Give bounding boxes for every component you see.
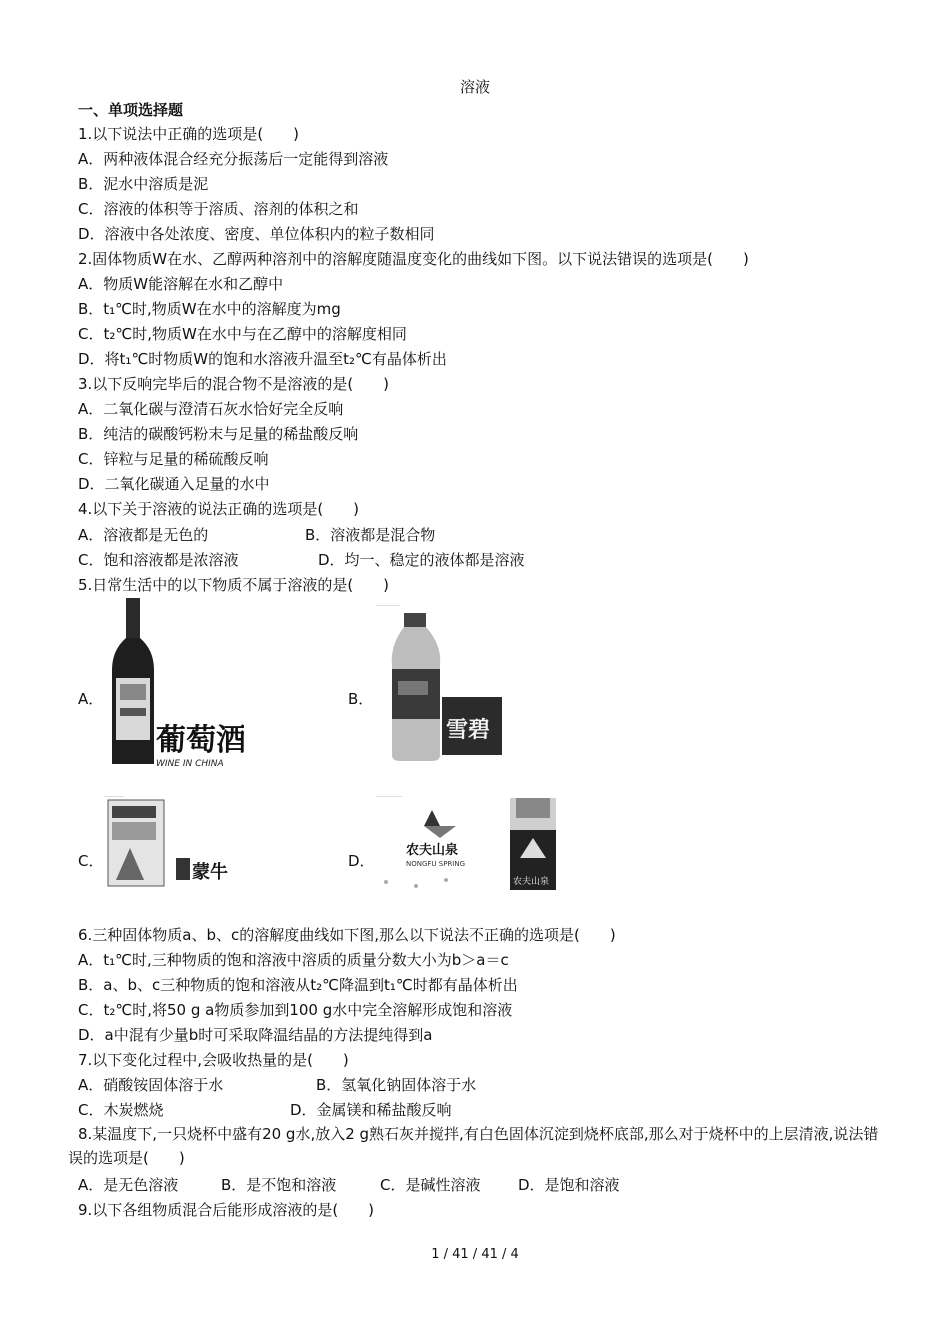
wine-label-text: 葡萄酒: [156, 723, 244, 758]
water-brand-sub: NONGFU SPRING: [406, 860, 466, 868]
question-6-option-b: B．a、b、c三种物质的饱和溶液从t₂℃降温到t₁℃时都有晶体析出: [78, 976, 518, 994]
question-6-stem: 6.三种固体物质a、b、c的溶解度曲线如下图,那么以下说法不正确的选项是( ): [78, 926, 616, 944]
question-4-option-b: B．溶液都是混合物: [305, 526, 436, 544]
question-6-option-a: A．t₁℃时,三种物质的饱和溶液中溶质的质量分数大小为b＞a＝c: [78, 951, 509, 969]
question-5-option-c: C．: [78, 852, 104, 870]
question-2-option-b: B．t₁℃时,物质W在水中的溶解度为mg: [78, 300, 341, 318]
question-3-stem: 3.以下反响完毕后的混合物不是溶液的是( ): [78, 375, 390, 393]
section-heading: 一、单项选择题: [78, 101, 184, 119]
question-1-stem: 1.以下说法中正确的选项是( ): [78, 125, 300, 143]
question-1-option-a: A．两种液体混合经充分振荡后一定能得到溶液: [78, 150, 389, 168]
milk-carton-image: [104, 796, 244, 892]
water-bottle-label: 农夫山泉: [513, 877, 550, 887]
question-3-option-a: A．二氧化碳与澄清石灰水恰好完全反响: [78, 400, 344, 418]
question-8-stem: 8.某温度下,一只烧杯中盛有20 g水,放入2 g熟石灰并搅拌,有白色固体沉淀到烧杯底部,那么对于烧杯中的上层清液,说法错误的选项是( ): [68, 1125, 879, 1167]
water-brand-text: 农夫山泉: [406, 843, 459, 858]
question-4-option-d: D．均一、稳定的液体都是溶液: [318, 551, 525, 569]
question-7-option-c: C．木炭燃烧: [78, 1101, 164, 1119]
question-5-stem: 5.日常生活中的以下物质不属于溶液的是( ): [78, 576, 390, 594]
question-6-option-d: D．a中混有少量b时可采取降温结晶的方法提纯得到a: [78, 1026, 433, 1044]
question-5-option-a: A．: [78, 690, 104, 708]
question-1-option-d: D．溶液中各处浓度、密度、单位体积内的粒子数相同: [78, 225, 435, 243]
question-1-option-c: C．溶液的体积等于溶质、溶剂的体积之和: [78, 200, 359, 218]
page-title: 溶液: [459, 78, 490, 96]
question-7-stem: 7.以下变化过程中,会吸收热量的是( ): [78, 1051, 349, 1069]
question-8-option-a: A．是无色溶液: [78, 1176, 179, 1194]
question-2-stem: 2.固体物质W在水、乙醇两种溶剂中的溶解度随温度变化的曲线如下图。以下说法错误的选项是( ): [78, 250, 749, 268]
question-3-option-b: B．纯洁的碳酸钙粉末与足量的稀盐酸反响: [78, 425, 359, 443]
question-8-option-c: C．是碱性溶液: [380, 1176, 481, 1194]
question-2-option-a: A．物质W能溶解在水和乙醇中: [78, 275, 284, 293]
question-1-option-b: B．泥水中溶质是泥: [78, 175, 209, 193]
question-9-stem: 9.以下各组物质混合后能形成溶液的是( ): [78, 1201, 375, 1219]
question-7-option-b: B．氢氧化钠固体溶于水: [316, 1076, 477, 1094]
question-8-option-d: D．是饱和溶液: [518, 1176, 620, 1194]
page-footer: 1 / 41 / 41 / 4: [431, 1247, 519, 1262]
question-3-option-d: D．二氧化碳通入足量的水中: [78, 475, 270, 493]
water-bottle-image: [376, 796, 566, 892]
question-8-option-b: B．是不饱和溶液: [221, 1176, 337, 1194]
question-3-option-c: C．锌粒与足量的稀硫酸反响: [78, 450, 269, 468]
sprite-logo-text: 雪碧: [446, 718, 491, 743]
question-4-option-a: A．溶液都是无色的: [78, 526, 209, 544]
wine-label-sub: WINE IN CHINA: [156, 759, 224, 768]
question-5-option-d: D．: [348, 852, 375, 870]
sprite-bottle-image: [376, 605, 506, 765]
milk-brand-text: 蒙牛: [192, 862, 228, 883]
question-2-option-d: D．将t₁℃时物质W的饱和水溶液升温至t₂℃有晶体析出: [78, 350, 447, 368]
wine-bottle-image: [104, 598, 244, 768]
question-5-option-b: B．: [348, 690, 374, 708]
question-4-stem: 4.以下关于溶液的说法正确的选项是( ): [78, 500, 360, 518]
question-6-option-c: C．t₂℃时,将50 g a物质参加到100 g水中完全溶解形成饱和溶液: [78, 1001, 513, 1019]
question-7-option-d: D．金属镁和稀盐酸反响: [290, 1101, 452, 1119]
question-2-option-c: C．t₂℃时,物质W在水中与在乙醇中的溶解度相同: [78, 325, 407, 343]
question-4-option-c: C．饱和溶液都是浓溶液: [78, 551, 239, 569]
question-7-option-a: A．硝酸铵固体溶于水: [78, 1076, 224, 1094]
